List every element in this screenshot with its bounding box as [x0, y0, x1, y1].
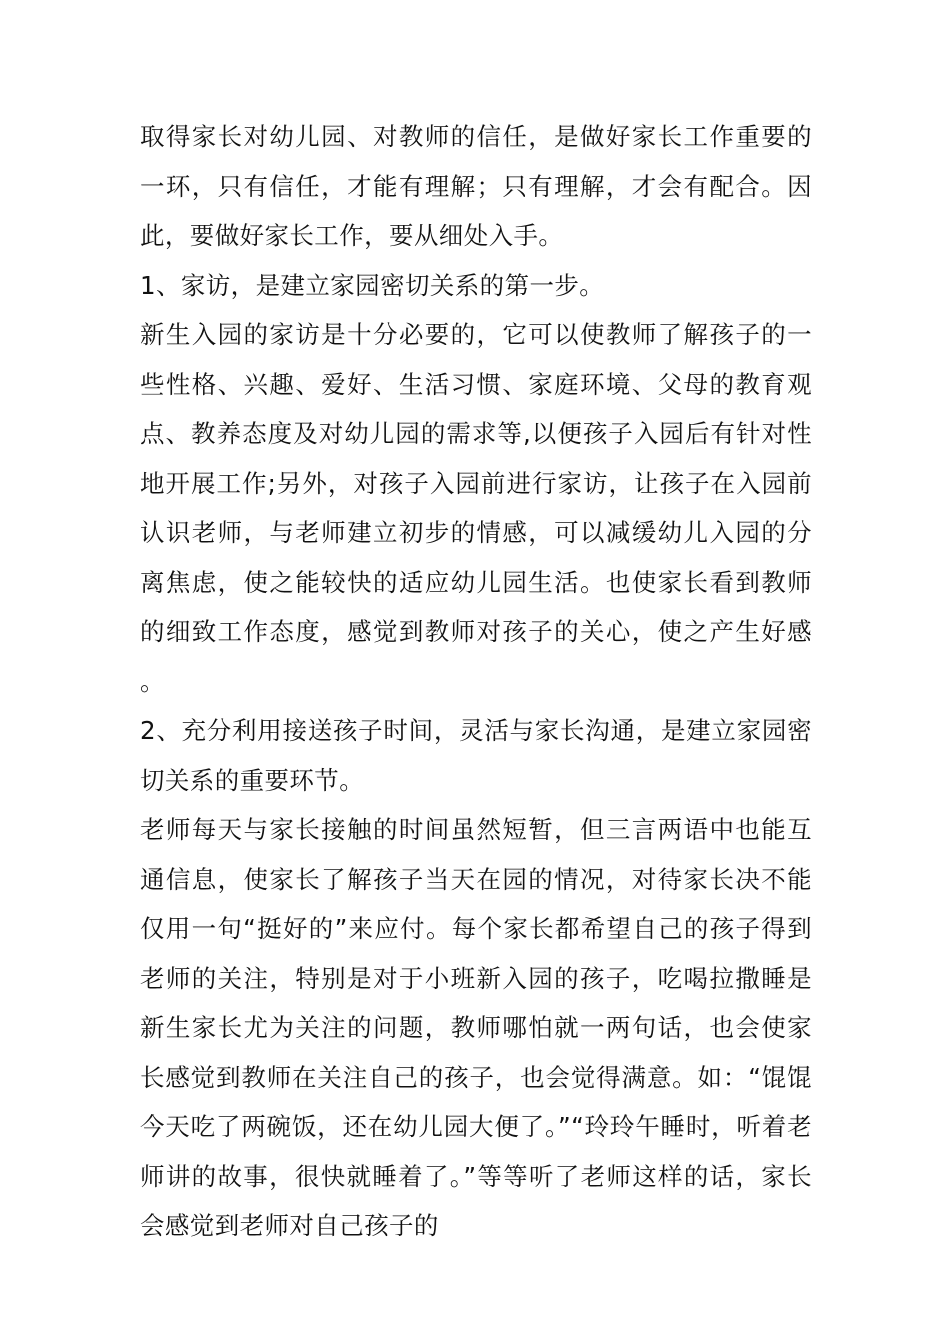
document-page [140, 112, 812, 1251]
paragraph-home-visit: 新生入园的家访是十分必要的，它可以使教师了解孩子的一些性格、兴趣、爱好、生活习惯、家庭环境、父母的教育观点、教养态度及对幼儿园的需求等,以便孩子入园后有针对性地开展工作;另外，对孩子入园前进行家访，让孩子在入园前认识老师，与老师建立初步的情感，可以减缓幼儿入园的分离焦虑，使之能较快的适应幼儿园生活。也使家长看到教师的细致工作态度，感觉到教师对孩子的关心，使之产生好感。 [140, 320, 812, 696]
paragraph-communication: 老师每天与家长接触的时间虽然短暂，但三言两语中也能互通信息，使家长了解孩子当天在园的情况，对待家长决不能仅用一句“挺好的”来应付。每个家长都希望自己的孩子得到老师的关注，特别是对于小班新入园的孩子，吃喝拉撒睡是新生家长尤为关注的问题，教师哪怕就一两句话，也会使家长感觉到教师在关注自己的孩子，也会觉得满意。如：“馄馄今天吃了两碗饭，还在幼儿园大便了。”“玲玲午睡时，听着老师讲的故事，很快就睡着了。”等等听了老师这样的话，家长会感觉到老师对自己孩子的 [140, 815, 812, 1240]
paragraph-heading-2: 2、充分利用接送孩子时间，灵活与家长沟通，是建立家园密切关系的重要环节。 [140, 716, 812, 795]
paragraph-heading-1: 1、家访，是建立家园密切关系的第一步。 [140, 270, 605, 300]
paragraph-intro: 取得家长对幼儿园、对教师的信任，是做好家长工作重要的一环，只有信任，才能有理解；只有理解，才会有配合。因此，要做好家长工作，要从细处入手。 [140, 122, 812, 250]
